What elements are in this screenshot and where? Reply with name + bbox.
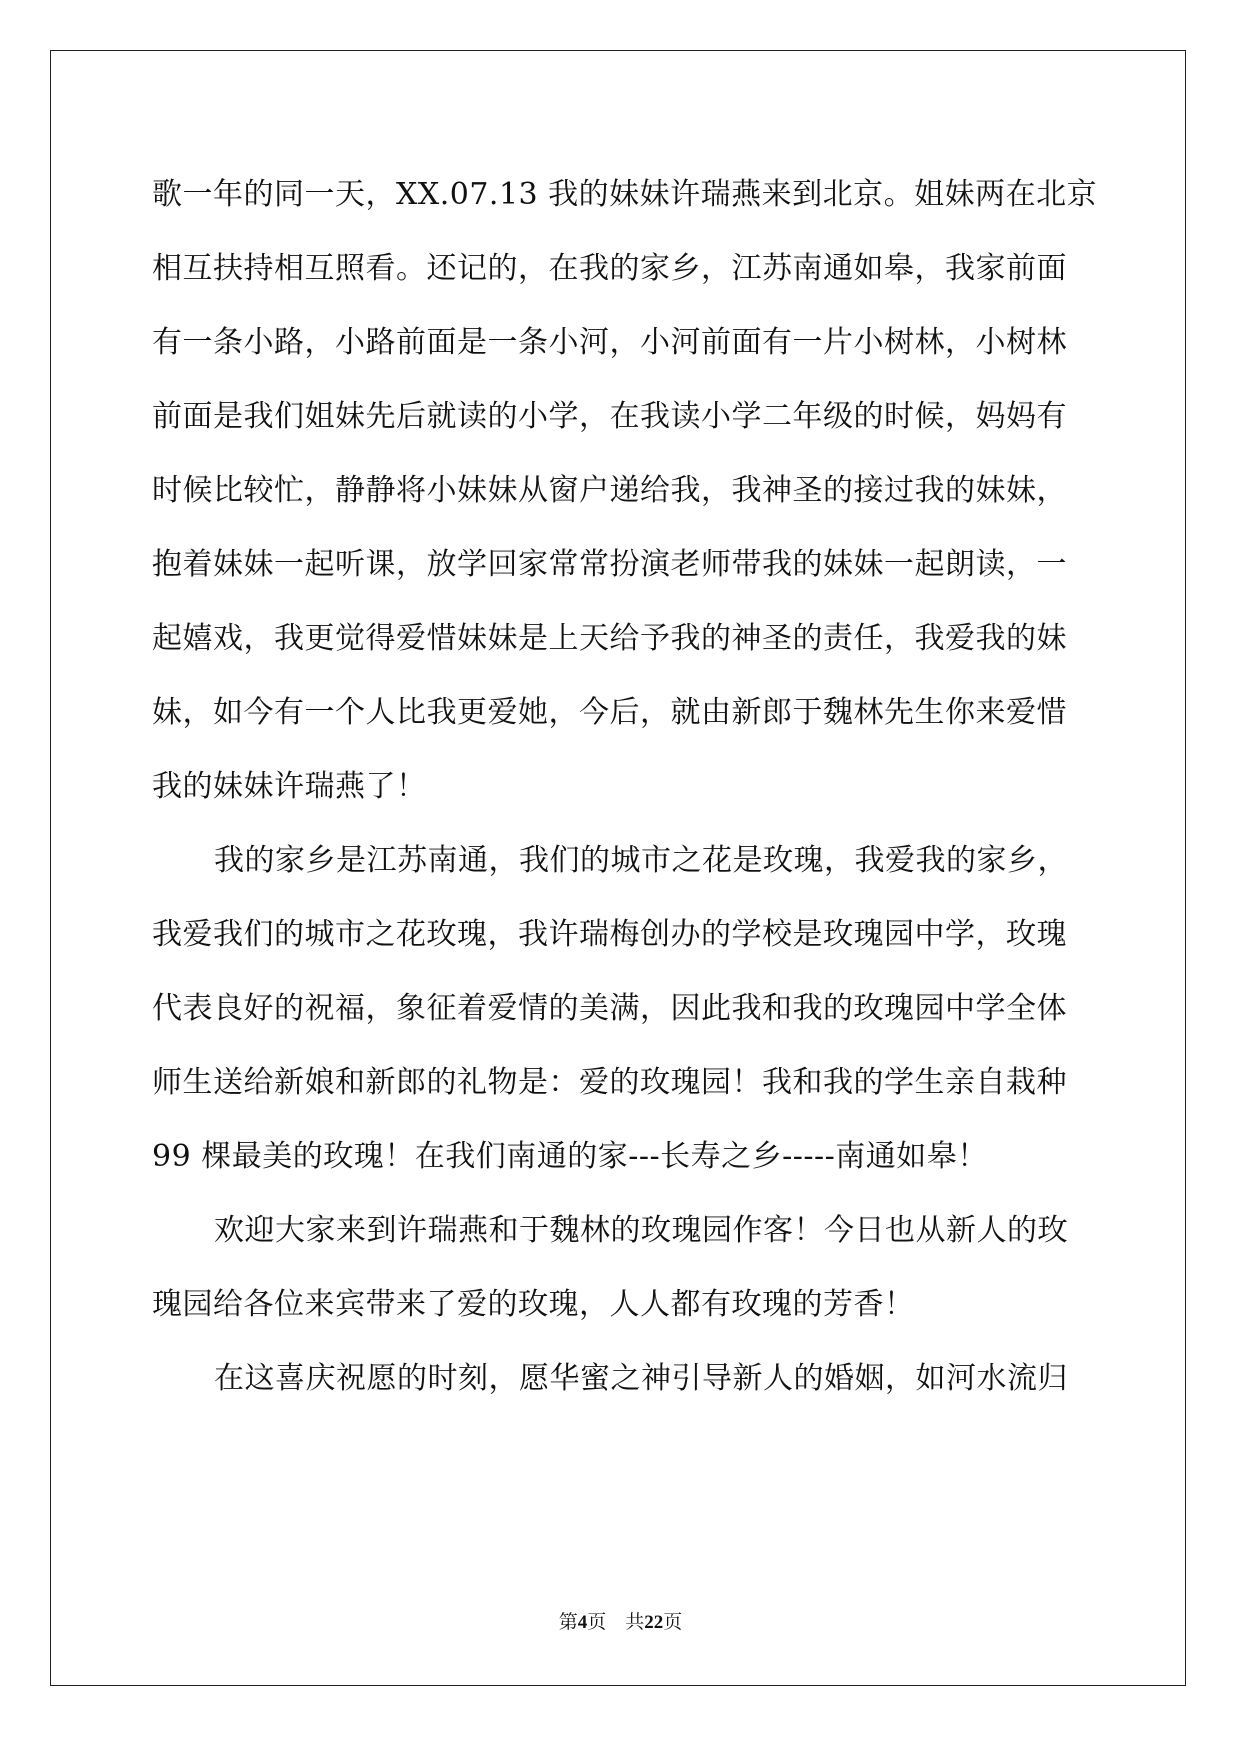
text-line: 抱着妹妹一起听课，放学回家常常扮演老师带我的妹妹一起朗读，一: [152, 547, 1067, 582]
total-pages: 22: [644, 1612, 664, 1633]
text-line: 瑰园给各位来宾带来了爱的玫瑰，人人都有玫瑰的芳香！: [152, 1287, 915, 1322]
page-number: 4: [577, 1612, 588, 1633]
text-line: 有一条小路，小路前面是一条小河，小河前面有一片小树林，小树林: [152, 325, 1067, 360]
paragraph-start-line: 欢迎大家来到许瑞燕和于魏林的玫瑰园作客！今日也从新人的玫: [214, 1213, 1068, 1248]
page-prefix: 第: [558, 1612, 578, 1633]
text-line: 99 棵最美的玫瑰！在我们南通的家---长寿之乡-----南通如皋！: [152, 1139, 988, 1174]
text-line: 起嬉戏，我更觉得爱惜妹妹是上天给予我的神圣的责任，我爱我的妹: [152, 621, 1067, 656]
paragraph-start-line: 我的家乡是江苏南通，我们的城市之花是玫瑰，我爱我的家乡，: [214, 843, 1068, 878]
text-line: 我爱我们的城市之花玫瑰，我许瑞梅创办的学校是玫瑰园中学，玫瑰: [152, 917, 1067, 952]
text-line: 时候比较忙，静静将小妹妹从窗户递给我，我神圣的接过我的妹妹，: [152, 473, 1067, 508]
text-line: 妹，如今有一个人比我更爱她，今后，就由新郎于魏林先生你来爱惜: [152, 695, 1067, 730]
total-suffix: 页: [663, 1612, 683, 1633]
page-footer: [0, 1607, 1241, 1634]
text-line: 代表良好的祝福，象征着爱情的美满，因此我和我的玫瑰园中学全体: [152, 991, 1067, 1026]
document-body: [152, 158, 1098, 1416]
text-line: 相互扶持相互照看。还记的，在我的家乡，江苏南通如皋，我家前面: [152, 251, 1067, 286]
text-line: 我的妹妹许瑞燕了！: [152, 769, 427, 804]
text-line: 师生送给新娘和新郎的礼物是：爱的玫瑰园！我和我的学生亲自栽种: [152, 1065, 1067, 1100]
paragraph-start-line: 在这喜庆祝愿的时刻，愿华蜜之神引导新人的婚姻，如河水流归: [214, 1361, 1068, 1396]
total-prefix: 共: [625, 1612, 645, 1633]
text-line: 前面是我们姐妹先后就读的小学，在我读小学二年级的时候，妈妈有: [152, 399, 1067, 434]
text-line: 歌一年的同一天，XX.07.13 我的妹妹许瑞燕来到北京。姐妹两在北京: [152, 177, 1098, 212]
page-suffix: 页: [587, 1612, 607, 1633]
